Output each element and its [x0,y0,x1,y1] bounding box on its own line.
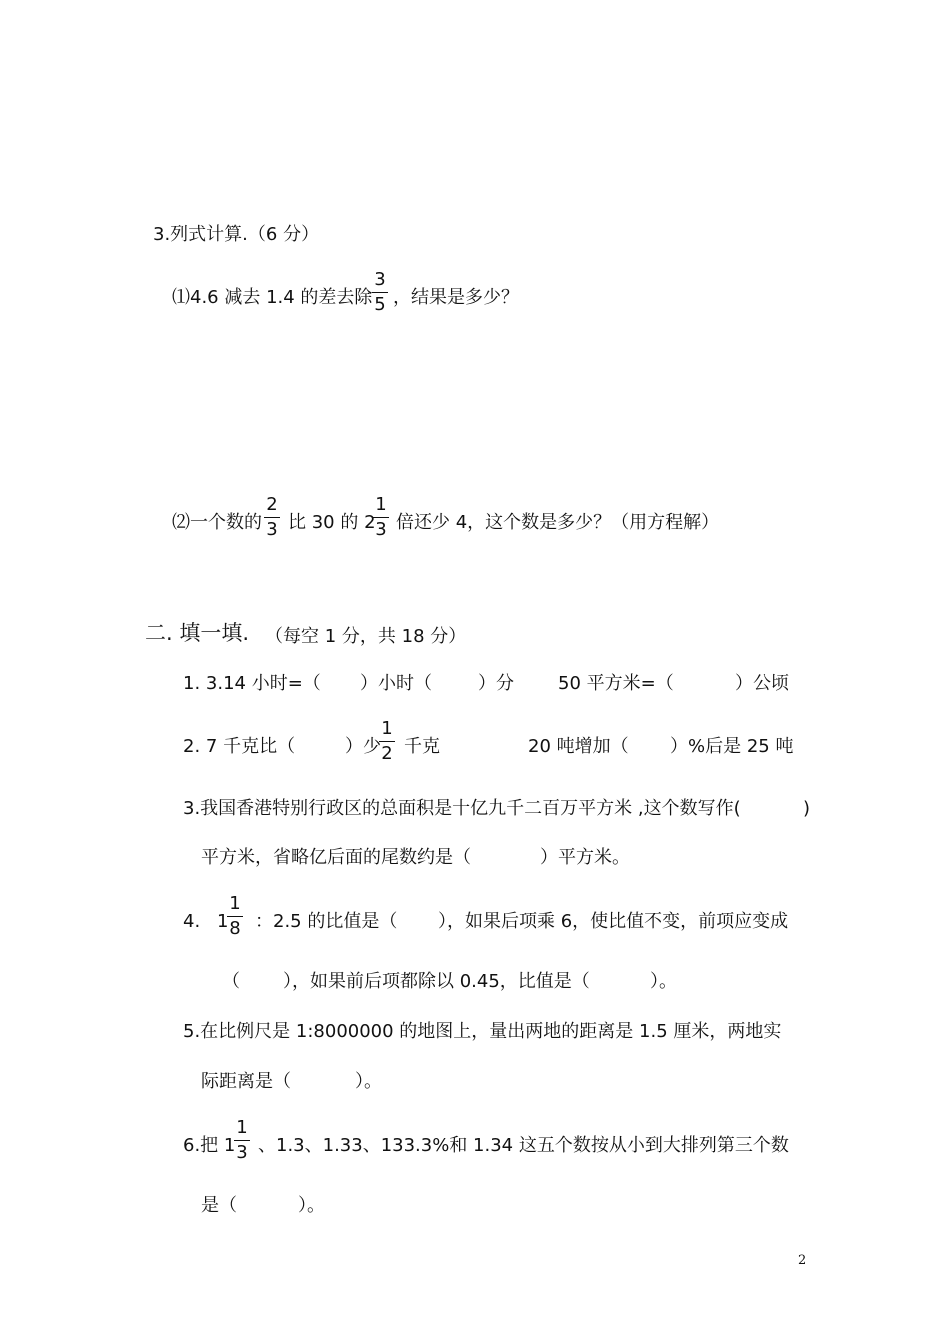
fraction-denominator: 5 [374,294,386,315]
q3-p1-fraction [371,271,389,314]
q3-p1-text: ⑴4.6 减去 1.4 的差去除 [172,287,373,308]
fraction-numerator: 2 [266,494,278,515]
fill-q6-line2-end: ）。 [298,1195,325,1216]
fraction-numerator: 1 [229,893,241,914]
fill-q2-part-b: ）少 [345,736,381,757]
fill-q2-part-c: 千克 [404,736,440,757]
fraction-denominator: 8 [229,918,241,939]
section2-heading: 二. 填一填. [145,621,250,645]
fill-q6-part-a: 6.把 1 [183,1135,236,1156]
fill-q4-whole: 1 [217,911,229,932]
fill-q1-part-e: ）公顷 [735,673,789,694]
q3-p2-fraction-2 [372,496,390,539]
q3-p2-fraction-1 [263,496,281,539]
page-number: 2 [798,1253,807,1268]
fill-q2-part-a: 2. 7 千克比（ [183,736,296,757]
fraction-bar [234,1140,250,1141]
fill-q4-number: 4. [183,911,201,932]
fill-q4-line2-b: ），如果前后项都除以 0.45，比值是（ [283,971,590,992]
fill-q3-line2-end: ）平方米。 [540,847,630,868]
fill-q2-fraction [378,720,396,763]
q3-p2-text: ⑵一个数的 [172,512,262,533]
fill-q4-line2-a: （ [222,971,240,992]
q3-title: 3.列式计算.（6 分） [153,224,320,245]
fraction-denominator: 2 [381,743,393,764]
fill-q5-line2: 际距离是（ [201,1071,291,1092]
fraction-numerator: 1 [236,1117,248,1138]
q3-p2-text-mid: 比 30 的 2 [288,512,376,533]
fraction-numerator: 3 [374,269,386,290]
fill-q6-fraction [233,1119,251,1162]
fill-q4-fraction [226,895,244,938]
section2-note: （每空 1 分，共 18 分） [265,626,467,647]
fraction-denominator: 3 [266,519,278,540]
fraction-bar [227,916,243,917]
fill-q6-line2: 是（ [201,1195,237,1216]
fill-q5-line2-end: ）。 [355,1071,382,1092]
fraction-numerator: 1 [375,494,387,515]
fill-q4-line2-c: ）。 [650,971,677,992]
fill-q1-part-d: 50 平方米=（ [558,673,674,694]
fill-q3-line1: 3.我国香港特别行政区的总面积是十亿九千二百万平方米 ,这个数写作( [183,798,741,819]
fraction-bar [372,292,388,293]
q3-p1-text-end: ，结果是多少？ [393,287,519,308]
fill-q1-part-c: ）分 [478,673,514,694]
fraction-numerator: 1 [381,718,393,739]
fill-q1-part-b: ）小时（ [360,673,432,694]
fraction-bar [379,741,395,742]
fraction-bar [373,517,389,518]
fill-q6-part-b: 、1.3、1.33、133.3%和 1.34 这五个数按从小到大排列第三个数 [258,1135,789,1156]
fill-q4-part-a: ：2.5 的比值是（ [255,911,398,932]
fraction-denominator: 3 [236,1142,248,1163]
q3-p2-text-end: 倍还少 4，这个数是多少？（用方程解） [396,512,720,533]
fill-q2-part-e: ）%后是 25 吨 [670,736,794,757]
fraction-denominator: 3 [375,519,387,540]
fill-q5-line1: 5.在比例尺是 1:8000000 的地图上，量出两地的距离是 1.5 厘米，两地实 [183,1021,782,1042]
fill-q4-part-b: ），如果后项乘 6，使比值不变，前项应变成 [438,911,789,932]
fill-q1-part-a: 1. 3.14 小时=（ [183,673,321,694]
fill-q3-line2: 平方米，省略亿后面的尾数约是（ [201,847,471,868]
fill-q2-part-d: 20 吨增加（ [528,736,629,757]
fill-q3-line1-end: ) [803,798,811,819]
fraction-bar [264,517,280,518]
